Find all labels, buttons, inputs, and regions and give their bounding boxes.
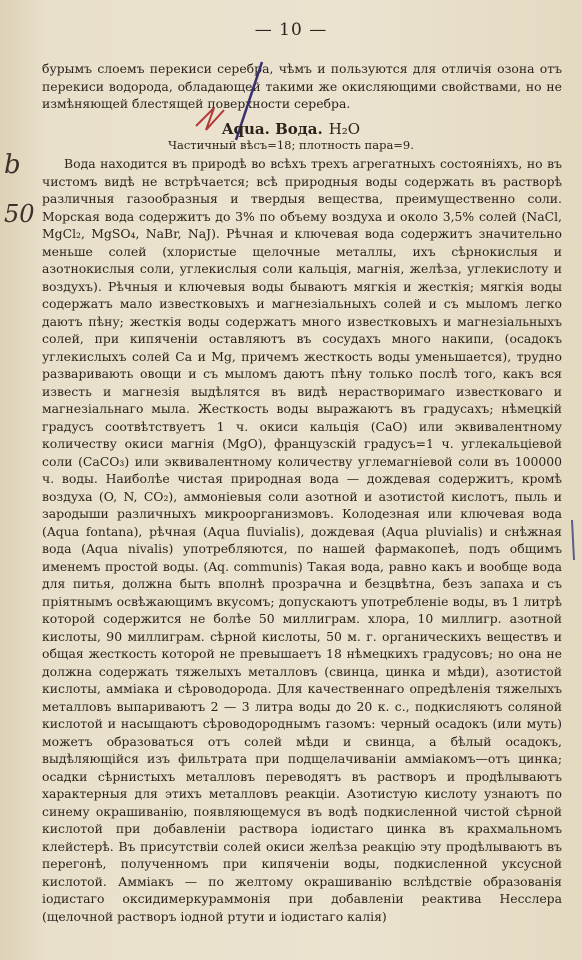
section-subheading: Частичный вѣсъ=18; плотность пара=9. — [168, 138, 414, 152]
section-title: Aqua. Вода. — [221, 120, 323, 138]
margin-handwritten-number: 50 — [4, 200, 35, 228]
intro-paragraph: бурымъ слоемъ перекиси серебра, чѣмъ и пользуются для отличія озона отъ перекиси водорода, обладающей такими же окисляющими свойствами, но не измѣняющей блестящей поверхности серебра. — [42, 61, 562, 111]
section-formula: H₂O — [328, 120, 361, 138]
section-heading — [0, 120, 582, 138]
body-paragraph: Вода находится въ природѣ во всѣхъ трехъ агрегатныхъ состояніяхъ, но въ чистомъ видѣ не встрѣчается; всѣ природныя воды содержать въ растворѣ различныя газообразныя и твердыя вещества, преимущественно соли. Морская вода содержитъ до 3% по объему воздуха и около 3,5% солей (NaCl, MgCl₂, MgSO₄, NaBr, NaJ). Рѣчная и ключевая вода содержитъ значительно меньше солей (хлористые щелочные металлы, ихъ сѣрнокислыя и азотнокислыя соли, углекислыя соли кальція, магнія, желѣза, углекислоту и воздухъ). Рѣчныя и ключевыя воды бываютъ мягкія и жесткія; мягкія воды содержатъ мало известковыхъ и магнезіальныхъ солей и съ мыломъ легко даютъ пѣну; жесткія воды содержатъ много известковыхъ и магнезіальныхъ солей, при кипяченіи оставляютъ въ сосудахъ много накипи, (осадокъ углекислыхъ солей Ca и Mg, причемъ жесткость воды уменьшается), трудно разваривають овощи и съ мыломъ даютъ пѣну только послѣ того, какъ вся известь и магнезія выдѣлятся въ видѣ нерастворимаго известковаго и магнезіальнаго мыла. Жесткость воды выражаютъ въ градусахъ; нѣмецкій градусъ соотвѣтствуетъ 1 ч. окиси кальція (CaO) или эквивалентному количеству окиси магнія (MgO), французскій градусъ=1 ч. углекальціевой соли (CaCO₃) или эквивалентному количеству углемагніевой соли въ 100000 ч. воды. Наиболѣе чистая природная вода — дождевая содержитъ, кромѣ воздуха (O, N, CO₂), аммоніевыя соли азотной и азотистой кислотъ, пыль и зародыши различныхъ микроорганизмовъ. Колодезная или ключевая вода (Aqua fontana), рѣчная (Aqua fluvialis), дождевая (Aqua pluvialis) и снѣжная вода (Aqua nivalis) употребляются, по нашей фармакопеѣ, подъ общимъ именемъ простой воды. (Aq. communis) Такая вода, равно какъ и вообще вода для питья, должна быть вполнѣ прозрачна и безцвѣтна, безъ запаха и съ пріятнымъ освѣжающимъ вкусомъ; допускаютъ употребленіе воды, въ 1 литрѣ которой содержится не болѣе 50 миллиграм. хлора, 10 миллигр. азотной кислоты, 90 миллиграм. сѣрной кислоты, 50 м. г. органическихъ веществъ и общая жесткость которой не превышаетъ 18 нѣмецкихъ градусовъ; но она не должна содержать тяжелыхъ металловъ (свинца, цинка и мѣди), азотистой кислоты, аммiака и сѣроводорода. Для качественнаго опредѣленія тяжелыхъ металловъ выпариваютъ 2 — 3 литра воды до 20 к. с., подкисляютъ соляной кислотой и насыщаютъ сѣроводороднымъ газомъ: черный осадокъ (или муть) можетъ образоваться отъ солей мѣди и свинца, а бѣлый осадокъ, выдѣляющійся изъ фильтрата при подщелачиваніи аммiакомъ—отъ цинка; осадки сѣрнистыхъ металловъ переводятъ въ растворъ и продѣлываютъ характерныя для этихъ металловъ реакціи. Азотистую кислоту узнаютъ по синему окрашиванію, появляющемуся въ водѣ подкисленной чистой сѣрной кислотой при добавленіи раствора іодистаго цинка въ крахмальномъ клейстерѣ. Въ присутствіи солей окиси желѣза реакцію эту продѣлываютъ въ перегонѣ, полученномъ при кипяченіи воды, подкисленной уксусной кислотой. Аммiакъ — по желтому окрашиванію вслѣдствіе образованія іодистаго оксидимеркураммонія при добавленіи реактива Несслера (щелочной растворъ іодной ртути и іодистаго калія) — [42, 156, 562, 924]
margin-handwritten-mark: b — [4, 150, 21, 180]
page-number: — 10 — — [254, 20, 328, 40]
